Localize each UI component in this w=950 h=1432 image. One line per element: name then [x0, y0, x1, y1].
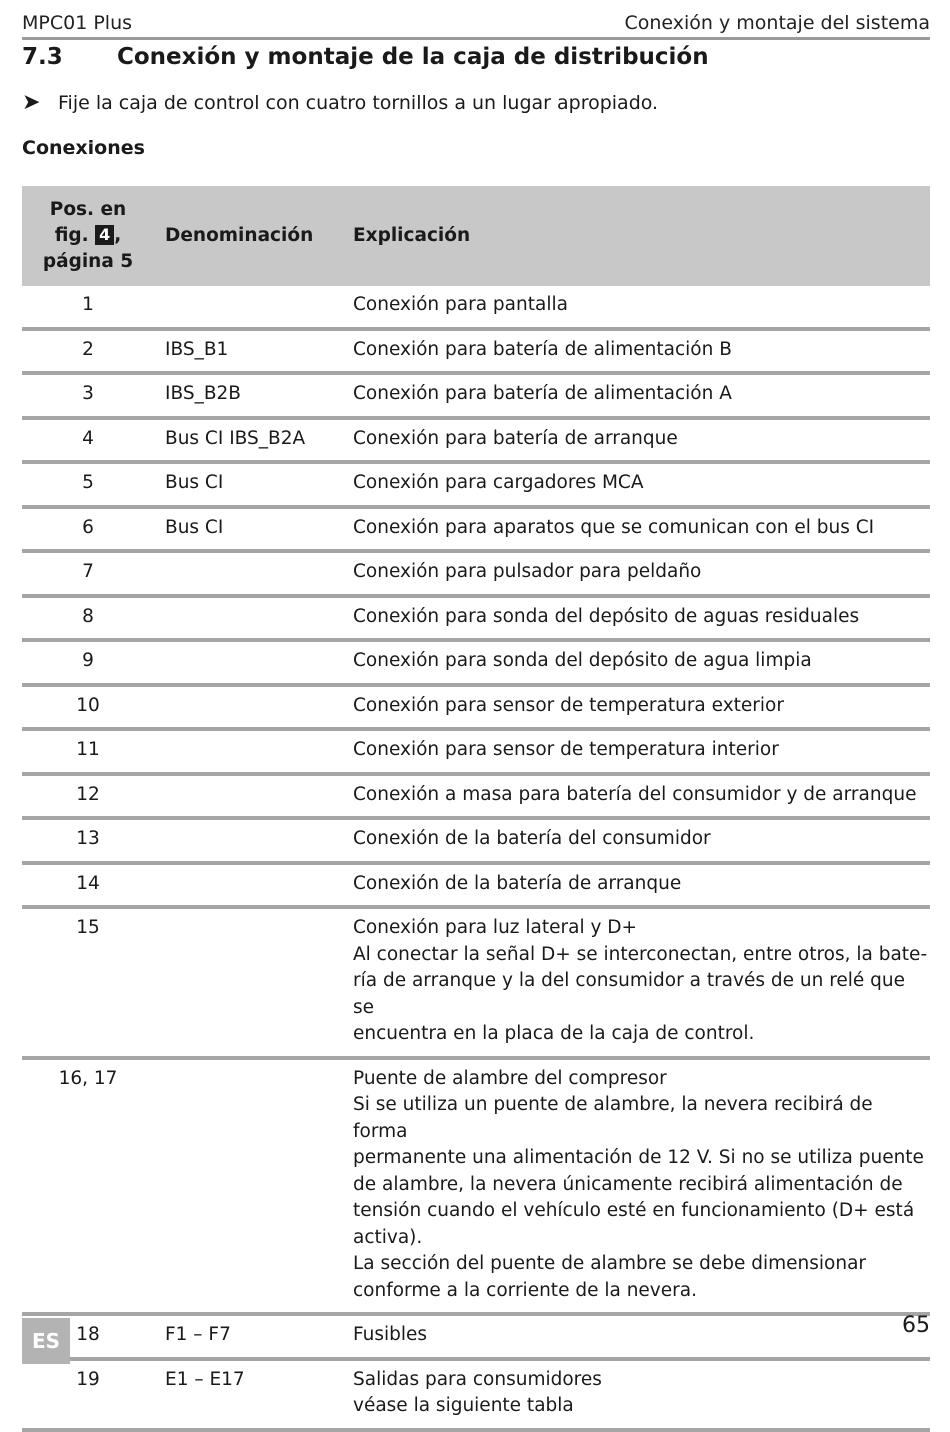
table-header-row [22, 186, 930, 286]
cell-explanation [342, 1058, 930, 1315]
cell-explanation [342, 1359, 930, 1430]
cell-explanation [342, 373, 930, 418]
cell-explanation [342, 286, 930, 329]
cell-position: 6 [22, 507, 154, 552]
header-explanation: Explicación [342, 186, 930, 286]
explanation-line: Conexión para batería de alimentación A [353, 383, 732, 404]
table-row [22, 418, 930, 463]
cell-name: Bus CI IBS_B2A [154, 418, 342, 463]
arrow-bullet-icon: ➤ [22, 90, 41, 115]
cell-position: 11 [22, 729, 154, 774]
explanation-line: Puente de alambre del compresor [353, 1067, 667, 1089]
explanation-line: La sección del puente de alambre se debe dimensionar [353, 1253, 867, 1274]
explanation-line: conforme a la corriente de la nevera. [353, 1279, 697, 1301]
cell-name [154, 551, 342, 596]
cell-name [154, 640, 342, 685]
explanation-line: Si se utiliza un puente de alambre, la nevera recibirá de forma [353, 1094, 873, 1142]
explanation-line: Al conectar la señal D+ se interconectan, entre otros, la bate- [353, 943, 928, 965]
cell-name: F1 – F7 [154, 1314, 342, 1359]
table-row [22, 507, 930, 552]
cell-explanation [342, 596, 930, 641]
cell-position: 15 [22, 907, 154, 1058]
table-row [22, 329, 930, 374]
header-position-comma: , [114, 225, 122, 247]
explanation-line: Conexión para luz lateral y D+ [353, 917, 638, 938]
cell-position: 10 [22, 685, 154, 730]
cell-explanation [342, 1314, 930, 1359]
cell-explanation [342, 640, 930, 685]
table-row [22, 373, 930, 418]
cell-position: 16, 17 [22, 1058, 154, 1315]
explanation-line: Conexión para sonda del depósito de agua limpia [353, 650, 812, 671]
cell-name [154, 729, 342, 774]
instruction-text: Fije la caja de control con cuatro tornillos a un lugar apropiado. [58, 91, 659, 114]
table-row [22, 551, 930, 596]
header-position [22, 186, 154, 286]
cell-name: E1 – E17 [154, 1359, 342, 1430]
subheading: Conexiones [22, 137, 145, 159]
cell-position: 8 [22, 596, 154, 641]
table-row [22, 685, 930, 730]
cell-position: 9 [22, 640, 154, 685]
explanation-line: véase la siguiente tabla [353, 1395, 574, 1416]
cell-name [154, 818, 342, 863]
cell-position: 3 [22, 373, 154, 418]
header-position-fig: fig. [54, 225, 89, 247]
cell-explanation [342, 863, 930, 908]
cell-explanation [342, 907, 930, 1058]
explanation-line: Conexión de la batería del consumidor [353, 828, 711, 849]
cell-name: Bus CI [154, 462, 342, 507]
cell-explanation [342, 329, 930, 374]
cell-name [154, 596, 342, 641]
cell-explanation [342, 729, 930, 774]
explanation-line: Conexión de la batería de arranque [353, 872, 682, 894]
explanation-line: Fusibles [353, 1324, 428, 1345]
table-row [22, 640, 930, 685]
explanation-line: Conexión para sensor de temperatura exterior [353, 694, 784, 716]
explanation-line: Conexión a masa para batería del consumidor y de arranque [353, 783, 917, 805]
header-product: MPC01 Plus [22, 12, 133, 34]
cell-name [154, 774, 342, 819]
header-name: Denominación [154, 186, 342, 286]
header-position-line2 [22, 223, 154, 249]
explanation-line: Conexión para pantalla [353, 294, 568, 315]
cell-name: IBS_B1 [154, 329, 342, 374]
header-chapter: Conexión y montaje del sistema [624, 12, 930, 34]
cell-explanation [342, 551, 930, 596]
cell-explanation [342, 462, 930, 507]
explanation-line: Conexión para batería de arranque [353, 427, 678, 449]
cell-position: 19 [22, 1359, 154, 1430]
cell-position: 2 [22, 329, 154, 374]
cell-explanation [342, 507, 930, 552]
explanation-line: Conexión para cargadores MCA [353, 472, 644, 493]
cell-name: Bus CI [154, 507, 342, 552]
cell-name: IBS_B2B [154, 373, 342, 418]
table-row [22, 818, 930, 863]
cell-position: 5 [22, 462, 154, 507]
language-badge: ES [22, 1318, 70, 1364]
explanation-line: Conexión para aparatos que se comunican con el bus CI [353, 516, 875, 538]
header-position-line3: página 5 [42, 250, 134, 272]
cell-explanation [342, 685, 930, 730]
explanation-line: Conexión para sonda del depósito de aguas residuales [353, 605, 860, 627]
explanation-line: activa). [353, 1226, 423, 1248]
table-row [22, 1058, 930, 1315]
cell-name [154, 863, 342, 908]
cell-name [154, 907, 342, 1058]
table-row [22, 729, 930, 774]
figure-reference-badge: 4 [95, 225, 114, 245]
table-row [22, 774, 930, 819]
table-row [22, 1314, 930, 1359]
explanation-line: encuentra en la placa de la caja de control. [353, 1023, 755, 1044]
explanation-line: permanente una alimentación de 12 V. Si no se utiliza puente [353, 1147, 924, 1168]
table-row [22, 596, 930, 641]
cell-position: 1 [22, 286, 154, 329]
table-row [22, 462, 930, 507]
table-row [22, 286, 930, 329]
cell-position: 7 [22, 551, 154, 596]
table-row [22, 863, 930, 908]
header-divider [22, 37, 930, 40]
cell-position: 18 [22, 1314, 154, 1359]
cell-explanation [342, 774, 930, 819]
explanation-line: Salidas para consumidores [353, 1368, 602, 1390]
explanation-line: Conexión para batería de alimentación B [353, 338, 732, 360]
page-number: 65 [902, 1313, 930, 1338]
page-header [22, 6, 930, 34]
cell-explanation [342, 418, 930, 463]
explanation-line: Conexión para pulsador para peldaño [353, 561, 702, 582]
cell-position: 14 [22, 863, 154, 908]
cell-name [154, 286, 342, 329]
cell-name [154, 685, 342, 730]
explanation-line: de alambre, la nevera únicamente recibirá alimentación de [353, 1173, 903, 1195]
table-row [22, 907, 930, 1058]
section-number: 7.3 [22, 44, 63, 70]
explanation-line: Conexión para sensor de temperatura interior [353, 739, 779, 760]
cell-explanation [342, 818, 930, 863]
cell-name [154, 1058, 342, 1315]
header-position-line1: Pos. en [49, 199, 127, 221]
explanation-line: ría de arranque y la del consumidor a través de un relé que se [353, 970, 906, 1018]
explanation-line: tensión cuando el vehículo esté en funcionamiento (D+ está [353, 1200, 915, 1221]
cell-position: 4 [22, 418, 154, 463]
section-title-text: Conexión y montaje de la caja de distribución [117, 44, 709, 70]
table-row [22, 1359, 930, 1430]
cell-position: 13 [22, 818, 154, 863]
connections-table [22, 186, 930, 1432]
cell-position: 12 [22, 774, 154, 819]
instruction-step [22, 90, 658, 115]
section-title [22, 44, 709, 70]
